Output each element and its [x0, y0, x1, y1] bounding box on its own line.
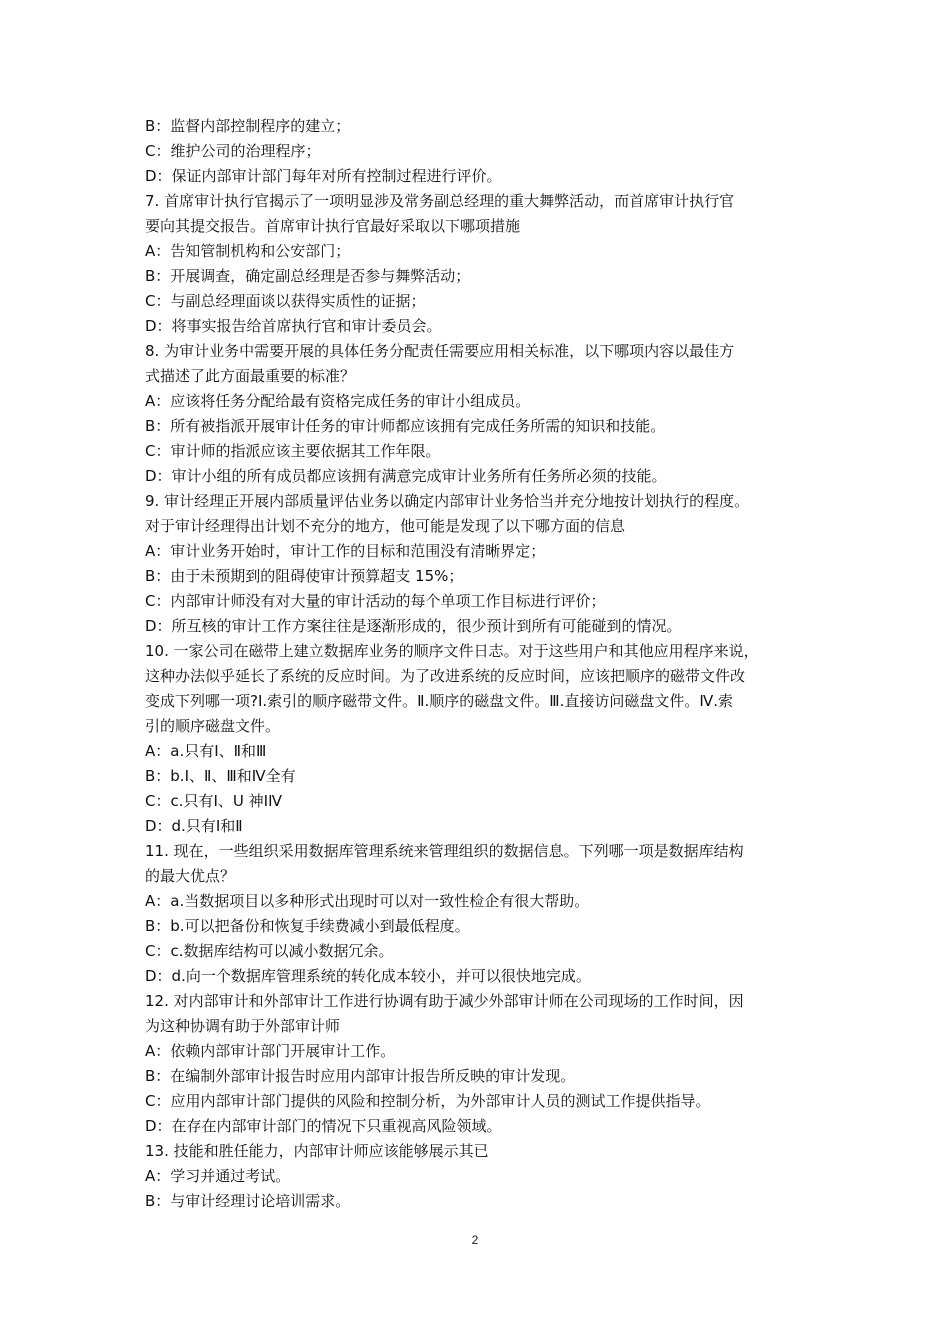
text-line: A：a.当数据项目以多种形式出现时可以对一致性检企有很大帮助。 — [145, 892, 590, 910]
text-line: A：依赖内部审计部门开展审计工作。 — [145, 1042, 396, 1060]
text-line: 12. 对内部审计和外部审计工作进行协调有助于减少外部审计师在公司现场的工作时间，因 — [145, 992, 744, 1010]
text-line: 对于审计经理得出计划不充分的地方，他可能是发现了以下哪方面的信息 — [145, 517, 626, 535]
text-line: B：开展调查，确定副总经理是否参与舞弊活动； — [145, 267, 471, 285]
text-line: 为这种协调有助于外部审计师 — [145, 1017, 341, 1035]
text-line: 8. 为审计业务中需要开展的具体任务分配责任需要应用相关标准，以下哪项内容以最佳方 — [145, 342, 735, 360]
text-line: B：与审计经理讨论培训需求。 — [145, 1192, 351, 1210]
text-line: B：b.Ⅰ、Ⅱ、Ⅲ和Ⅳ全有 — [145, 767, 296, 785]
text-line: D：d.向一个数据库管理系统的转化成本较小，并可以很快地完成。 — [145, 967, 591, 985]
text-line: C：内部审计师没有对大量的审计活动的每个单项工作目标进行评价； — [145, 592, 606, 610]
text-line: B：监督内部控制程序的建立； — [145, 117, 351, 135]
text-line: 这种办法似乎延长了系统的反应时间。为了改进系统的反应时间，应该把顺序的磁带文件改 — [145, 667, 746, 685]
text-line: C：与副总经理面谈以获得实质性的证据； — [145, 292, 426, 310]
text-line: D：在存在内部审计部门的情况下只重视高风险领域。 — [145, 1117, 502, 1135]
text-line: D：所互核的审计工作方案往往是逐渐形成的，很少预计到所有可能碰到的情况。 — [145, 617, 682, 635]
text-line: D：d.只有Ⅰ和Ⅱ — [145, 817, 243, 835]
text-line: D：将事实报告给首席执行官和审计委员会。 — [145, 317, 442, 335]
text-line: 式描述了此方面最重要的标准？ — [145, 367, 356, 385]
text-line: C：c.数据库结构可以减小数据冗余。 — [145, 942, 394, 960]
text-line: 9. 审计经理正开展内部质量评估业务以确定内部审计业务恰当并充分地按计划执行的程度。 — [145, 492, 750, 510]
text-line: A：告知管制机构和公安部门； — [145, 242, 351, 260]
text-line: A：学习并通过考试。 — [145, 1167, 291, 1185]
text-line: 要向其提交报告。首席审计执行官最好采取以下哪项措施 — [145, 217, 521, 235]
text-line: 引的顺序磁盘文件。 — [145, 717, 281, 735]
text-line: B：b.可以把备份和恢复手续费减小到最低程度。 — [145, 917, 470, 935]
text-line: 11. 现在，一些组织采用数据库管理系统来管理组织的数据信息。下列哪一项是数据库结构 — [145, 842, 744, 860]
text-line: A：a.只有Ⅰ、Ⅱ和Ⅲ — [145, 742, 267, 760]
text-line: C：应用内部审计部门提供的风险和控制分析，为外部审计人员的测试工作提供指导。 — [145, 1092, 711, 1110]
text-line: B：所有被指派开展审计任务的审计师都应该拥有完成任务所需的知识和技能。 — [145, 417, 666, 435]
text-line: C：c.只有Ⅰ、U 神ⅠⅣ — [145, 792, 282, 810]
text-line: 13. 技能和胜任能力，内部审计师应该能够展示其已 — [145, 1142, 489, 1160]
text-line: 10. 一家公司在磁带上建立数据库业务的顺序文件日志。对于这些用户和其他应用程序来说， — [145, 642, 759, 660]
text-line: 7. 首席审计执行官揭示了一项明显涉及常务副总经理的重大舞弊活动，而首席审计执行官 — [145, 192, 735, 210]
text-line: B：由于未预期到的阻碍使审计预算超支 15%； — [145, 567, 464, 585]
text-line: A：审计业务开始时，审计工作的目标和范围没有清晰界定； — [145, 542, 546, 560]
text-line: 变成下列哪一项?I.索引的顺序磁带文件。Ⅱ.顺序的磁盘文件。Ⅲ.直接访问磁盘文件。Ⅳ.索 — [145, 692, 734, 710]
document-body — [145, 114, 825, 1214]
text-line: B：在编制外部审计报告时应用内部审计报告所反映的审计发现。 — [145, 1067, 576, 1085]
text-line: D：保证内部审计部门每年对所有控制过程进行评价。 — [145, 167, 502, 185]
text-line: C：审计师的指派应该主要依据其工作年限。 — [145, 442, 441, 460]
page-number: 2 — [471, 1233, 479, 1247]
text-line: C：维护公司的治理程序； — [145, 142, 321, 160]
text-line: D：审计小组的所有成员都应该拥有满意完成审计业务所有任务所必须的技能。 — [145, 467, 667, 485]
text-line: 的最大优点？ — [145, 867, 236, 885]
text-line: A：应该将任务分配给最有资格完成任务的审计小组成员。 — [145, 392, 531, 410]
